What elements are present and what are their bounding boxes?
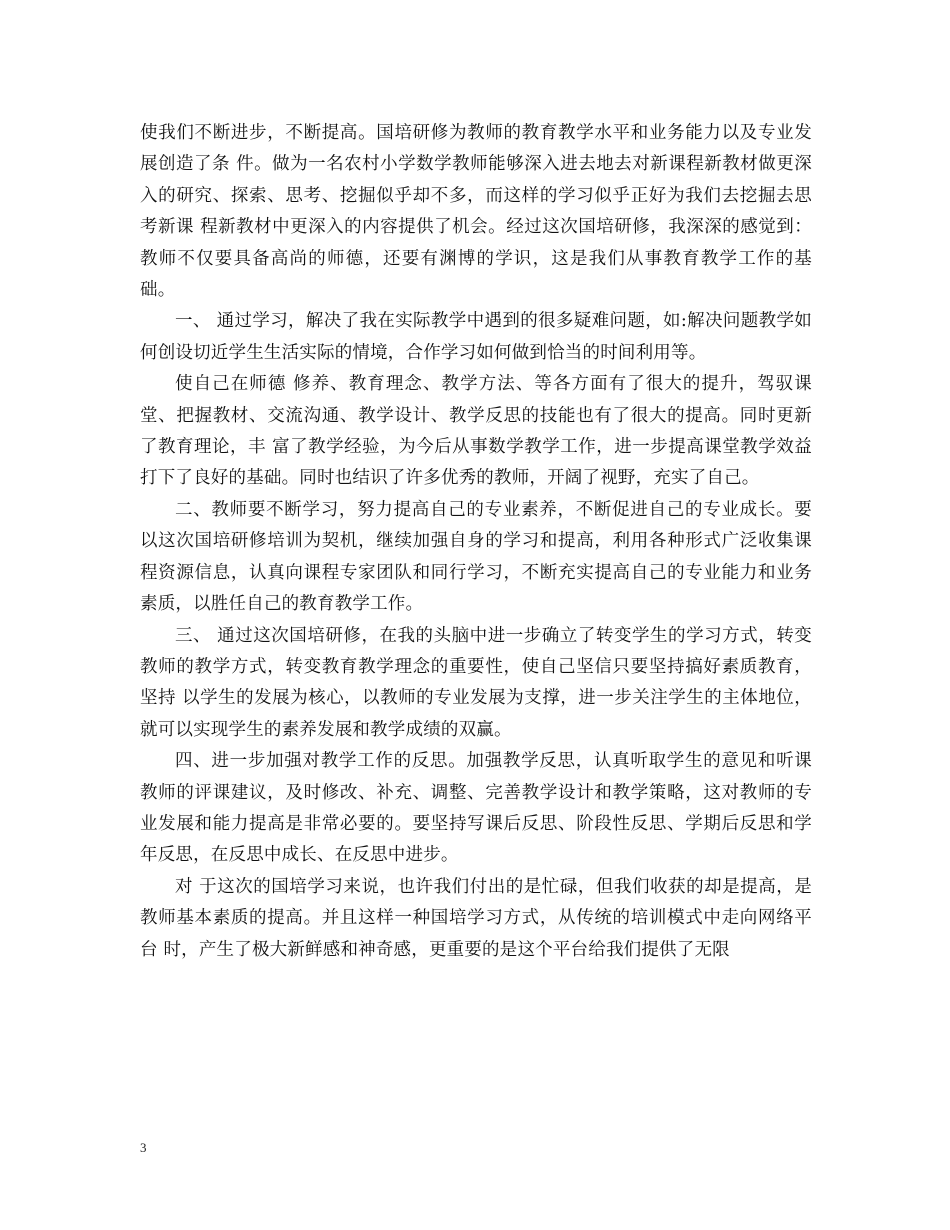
paragraph-continuation: 使我们不断进步，不断提高。国培研修为教师的教育教学水平和业务能力以及专业发展创造了条 件。做为一名农村小学数学教师能够深入进去地去对新课程新教材做更深入的研究、探索、思考、挖掘似乎却不多，而这样的学习似乎正好为我们去挖掘去思考新课 程新教材中更深入的内容提供了机会。经过这次国培研修，我深深的感觉到：教师不仅要具备高尚的师德，还要有渊博的学识，这是我们从事教育教学工作的基础。	[140, 123, 812, 301]
paragraph-point-four: 四、进一步加强对教学工作的反思。加强教学反思，认真听取学生的意见和听课教师的评课建议，及时修改、补充、调整、完善教学设计和教学策略，这对教师的专业发展和能力提高是非常必要的。要坚持写课后反思、阶段性反思、学期后反思和学年反思，在反思中成长、在反思中进步。	[140, 751, 812, 866]
paragraph-point-two: 二、教师要不断学习，努力提高自己的专业素养，不断促进自己的专业成长。要以这次国培研修培训为契机，继续加强自身的学习和提高，利用各种形式广泛收集课程资源信息，认真向课程专家团队和同行学习，不断充实提高自己的专业能力和业务素质，以胜任自己的教育教学工作。	[140, 499, 812, 615]
paragraph-conclusion: 对 于这次的国培学习来说，也许我们付出的是忙碌，但我们收获的却是提高，是教师基本素质的提高。并且这样一种国培学习方式，从传统的培训模式中走向网络平台 时，产生了极大新鲜感和神奇感，更重要的是这个平台给我们提供了无限	[140, 876, 812, 960]
page-number: 3	[140, 1140, 147, 1155]
paragraph-self-improvement: 使自己在师德 修养、教育理念、教学方法、等各方面有了很大的提升，驾驭课堂、把握教材、交流沟通、教学设计、教学反思的技能也有了很大的提高。同时更新了教育理论，丰 富了教学经验，为今后从事数学教学工作，进一步提高课堂教学效益打下了良好的基础。同时也结识了许多优秀的教师，开阔了视野，充实了自己。	[140, 374, 812, 489]
paragraph-point-three: 三、 通过这次国培研修，在我的头脑中进一步确立了转变学生的学习方式，转变教师的教学方式，转变教育教学理念的重要性，使自己坚信只要坚持搞好素质教育，坚持 以学生的发展为核心，以教师的专业发展为支撑，进一步关注学生的主体地位，就可以实现学生的素养发展和教学成绩的双赢。	[140, 625, 812, 740]
paragraph-point-one: 一、 通过学习，解决了我在实际教学中遇到的很多疑难问题，如:解决问题教学如何创设切近学生生活实际的情境，合作学习如何做到恰当的时间利用等。	[140, 311, 812, 363]
document-body	[140, 118, 812, 966]
